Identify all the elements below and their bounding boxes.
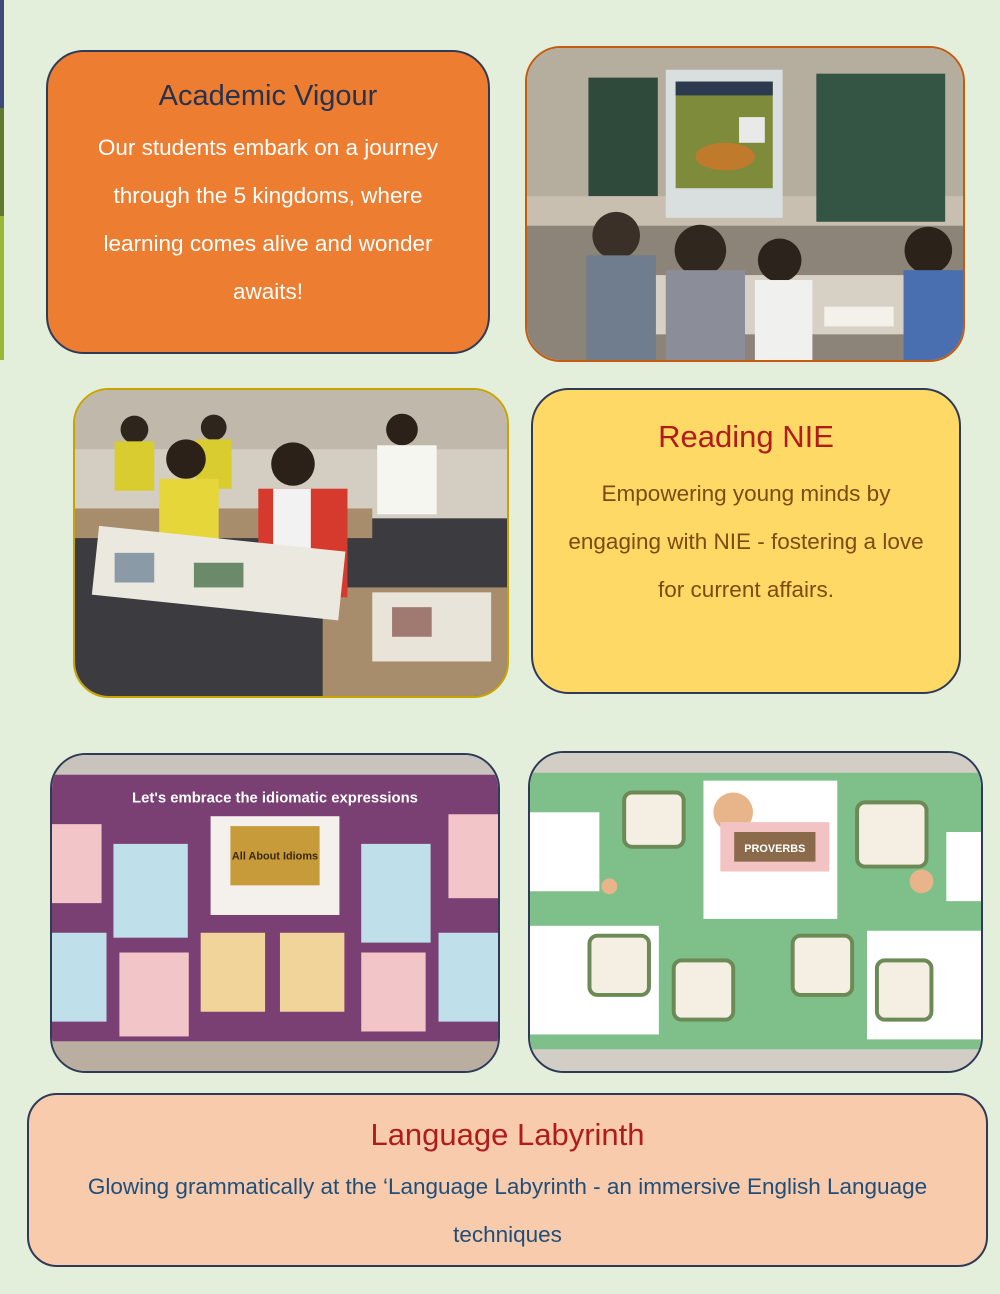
proverbs-center-card-text: PROVERBS [744, 842, 806, 855]
proverbs-board-photo [528, 751, 983, 1073]
academic-vigour-title: Academic Vigour [158, 80, 378, 112]
language-labyrinth-title: Language Labyrinth [370, 1117, 645, 1152]
reading-nie-card [531, 388, 961, 694]
idioms-board-photo [50, 753, 500, 1073]
language-labyrinth-text: Glowing grammatically at the ‘Language Labyrinth - an immersive English Language techniques [87, 1174, 928, 1247]
left-edge-strip [0, 0, 4, 360]
newspaper-reading-photo [73, 388, 509, 698]
language-labyrinth-card [27, 1093, 988, 1267]
academic-vigour-card [46, 50, 490, 354]
academic-vigour-text: Our students embark on a journey through the 5 kingdoms, where learning comes alive and wonder awaits! [97, 135, 439, 304]
idioms-banner-text: Let's embrace the idiomatic expressions [132, 790, 418, 807]
reading-nie-title: Reading NIE [658, 419, 834, 454]
idioms-center-card-text: All About Idioms [231, 850, 319, 863]
reading-nie-text: Empowering young minds by engaging with NIE - fostering a love for current affairs. [568, 481, 924, 602]
classroom-projector-photo [525, 46, 965, 362]
